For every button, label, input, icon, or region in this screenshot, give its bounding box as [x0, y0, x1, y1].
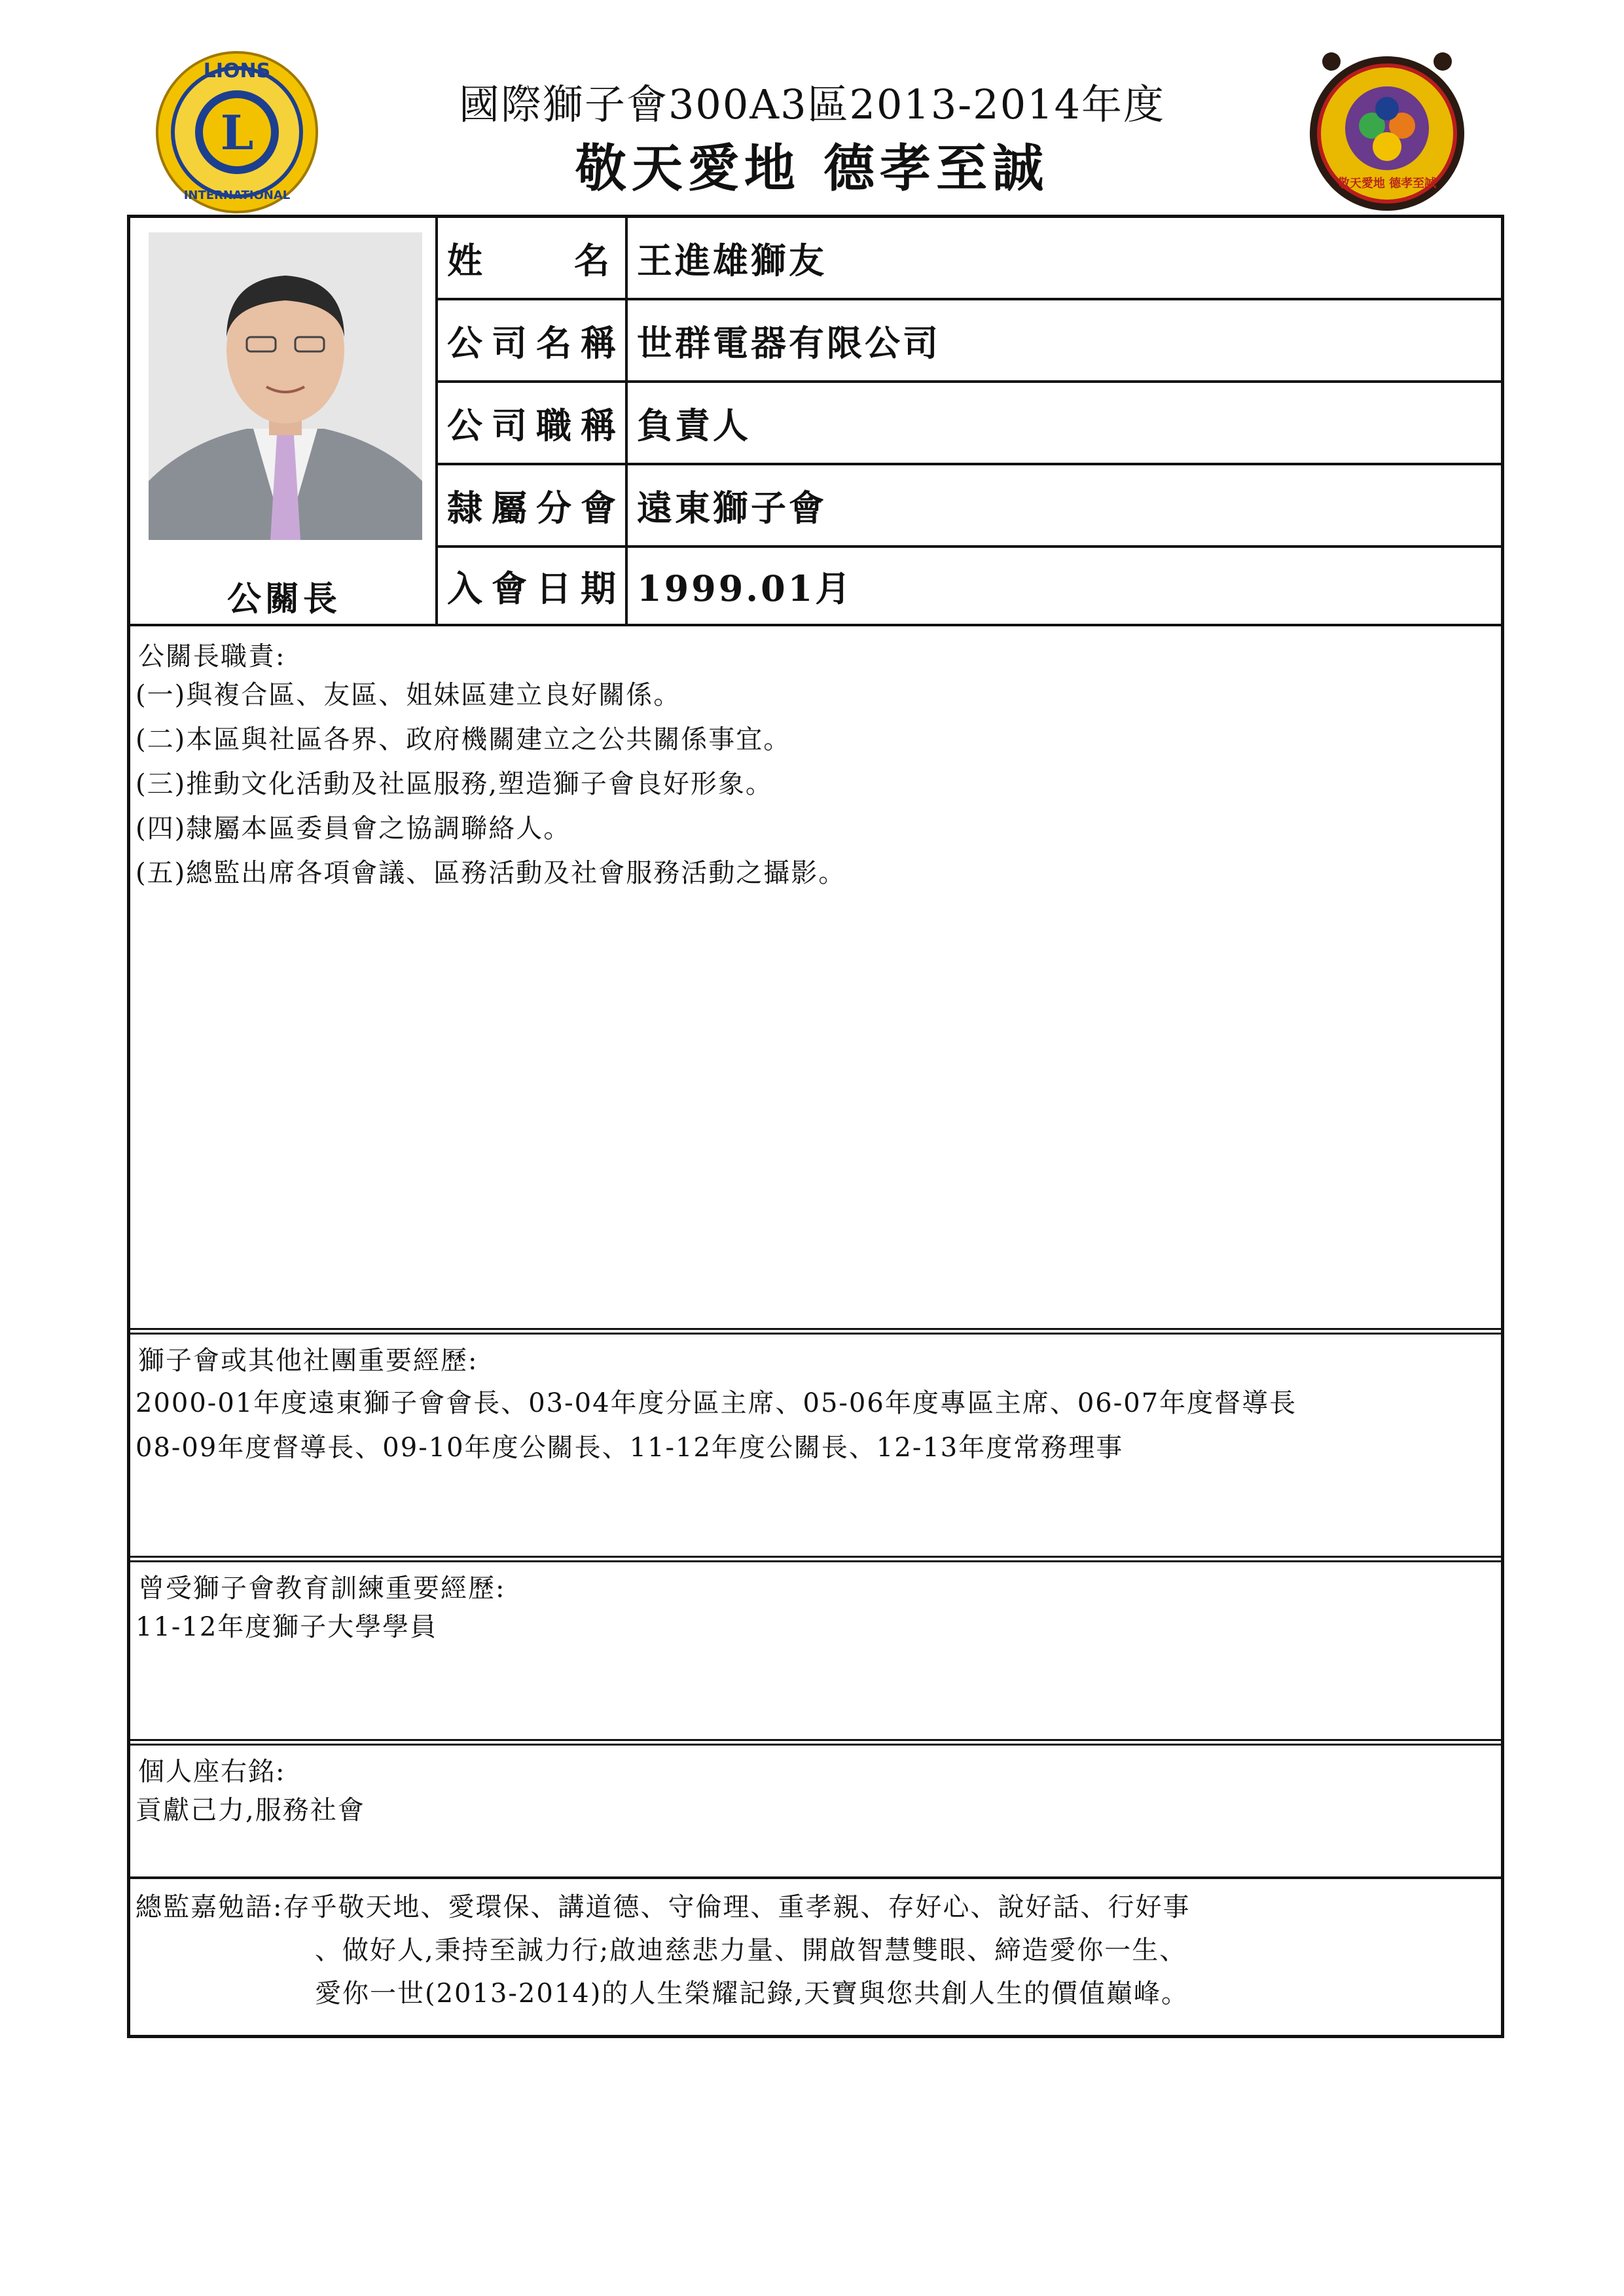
portrait-photo: [149, 232, 422, 540]
experience-line: 08-09年度督導長、09-10年度公關長、11-12年度公關長、12-13年度常務理事: [135, 1433, 1124, 1463]
duty-item: (四)隸屬本區委員會之協調聯絡人。: [135, 814, 571, 844]
svg-text:INTERNATIONAL: INTERNATIONAL: [183, 188, 291, 202]
training-line: 11-12年度獅子大學學員: [135, 1612, 438, 1642]
info-label: 公司名稱: [438, 300, 628, 380]
info-value-join-date: 1999.01月: [637, 567, 854, 609]
info-row-company: [438, 300, 1501, 383]
duty-item: (二)本區與社區各界、政府機關建立之公共關係事宜。: [135, 725, 791, 755]
info-label: 隸屬分會: [438, 465, 628, 545]
info-row-title: [438, 383, 1501, 465]
name-label-char1: 姓: [447, 239, 492, 281]
info-value-club: 遠東獅子會: [637, 486, 827, 529]
photo-cell: [130, 218, 438, 624]
personal-motto-line: 貢獻己力,服務社會: [135, 1795, 365, 1825]
training-title: 曾受獅子會教育訓練重要經歷:: [138, 1573, 506, 1604]
district-logo: [1299, 48, 1475, 212]
personal-motto-section: [130, 1739, 1501, 1876]
role-caption: 公關長: [226, 579, 341, 619]
info-row-club: [438, 465, 1501, 548]
info-value-name: 王進雄獅友: [637, 239, 827, 281]
experience-title: 獅子會或其他社團重要經歷:: [138, 1346, 478, 1376]
duties-title: 公關長職責:: [138, 641, 286, 672]
svg-text:L: L: [220, 105, 254, 160]
duty-item: (一)與複合區、友區、姐妹區建立良好關係。: [135, 680, 681, 710]
governor-message-line: 、做好人,秉持至誠力行;啟迪慈悲力量、開啟智慧雙眼、締造愛你一生、: [315, 1935, 1187, 1965]
page-header: [0, 0, 1624, 216]
info-row-join-date: [438, 548, 1501, 624]
experience-line: 2000-01年度遠東獅子會會長、03-04年度分區主席、05-06年度專區主席、06-07年度督導長: [135, 1388, 1297, 1418]
info-label: 入會日期: [438, 548, 628, 624]
governor-message-line: 總監嘉勉語:存乎敬天地、愛環保、講道德、守倫理、重孝親、存好心、說好話、行好事: [135, 1892, 1191, 1922]
duty-item: (五)總監出席各項會議、區務活動及社會服務活動之攝影。: [135, 858, 846, 888]
page-title: 國際獅子會300A3區2013-2014年度: [458, 81, 1166, 128]
governor-message-section: [130, 1876, 1501, 2035]
info-row-name: [438, 218, 1501, 300]
governor-message-line: 愛你一世(2013-2014)的人生榮耀記錄,天寶與您共創人生的價值巔峰。: [315, 1979, 1189, 2009]
duties-section: [130, 624, 1501, 1328]
svg-text:LIONS: LIONS: [203, 60, 271, 82]
training-section: [130, 1556, 1501, 1739]
info-table: [438, 218, 1501, 624]
personal-motto-title: 個人座右銘:: [138, 1757, 286, 1787]
info-label: [438, 218, 628, 298]
profile-sheet: [127, 215, 1504, 2038]
info-label: 公司職稱: [438, 383, 628, 463]
info-value-company: 世群電器有限公司: [637, 321, 941, 364]
name-label-char2: 名: [574, 239, 619, 281]
svg-text:敬天愛地 德孝至誠: 敬天愛地 德孝至誠: [1337, 177, 1437, 190]
duty-item: (三)推動文化活動及社區服務,塑造獅子會良好形象。: [135, 769, 773, 799]
experience-section: [130, 1328, 1501, 1556]
info-value-title: 負責人: [637, 404, 751, 446]
page-motto: 敬天愛地 德孝至誠: [575, 139, 1049, 198]
